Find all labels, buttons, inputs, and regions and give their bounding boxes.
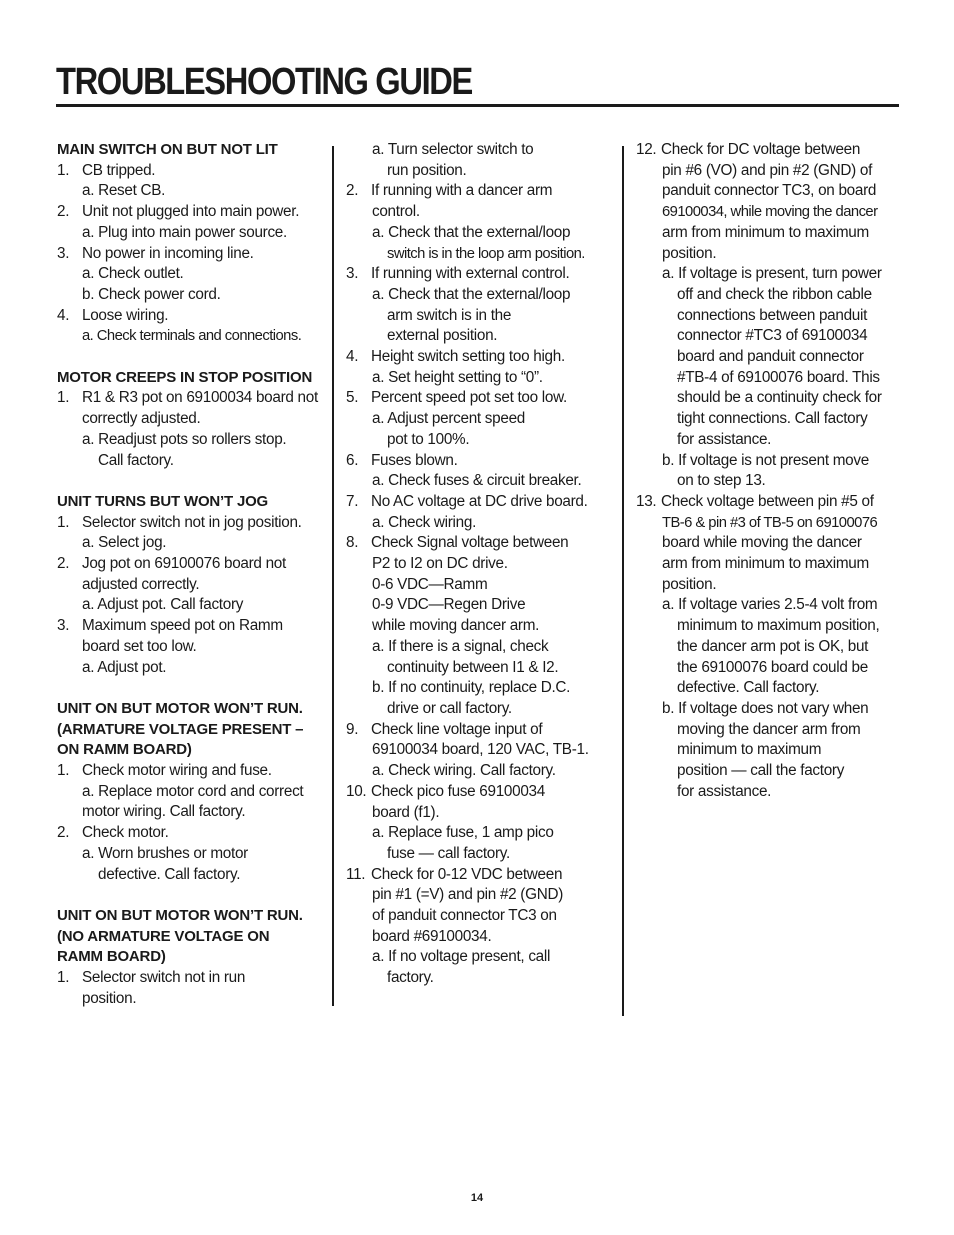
sub-item: a. Check that the external/loop — [372, 285, 571, 303]
item-number: 1. — [57, 389, 70, 407]
sub-item: a. Replace fuse, 1 amp pico — [372, 824, 554, 842]
list-item — [346, 782, 612, 803]
sub-item-continuation: minimum to maximum — [677, 741, 822, 759]
item-text: Loose wiring. — [82, 306, 169, 324]
item-continuation: arm from minimum to maximum — [662, 555, 869, 573]
item-text: Check pico fuse 69100034 — [371, 782, 545, 800]
sub-item-continuation: pot to 100%. — [387, 430, 470, 448]
section-heading: UNIT ON BUT MOTOR WON’T RUN. — [57, 699, 303, 717]
sub-item-continuation: minimum to maximum position, — [677, 617, 880, 635]
item-number: 2. — [57, 555, 70, 573]
title-rule — [56, 104, 899, 107]
item-continuation: 69100034, while moving the dancer — [662, 204, 878, 221]
list-item — [57, 761, 329, 782]
item-continuation: control. — [372, 203, 420, 221]
section-main-switch — [57, 140, 329, 347]
item-text: Check motor. — [82, 824, 169, 842]
list-item — [346, 533, 612, 554]
sub-item: a. Replace motor cord and correct — [82, 782, 304, 800]
sub-item: b. If voltage does not vary when — [662, 699, 869, 717]
sub-item: b. Check power cord. — [82, 285, 221, 303]
sub-item-continuation: #TB-4 of 69100076 board. This — [677, 368, 880, 386]
item-continuation: adjusted correctly. — [82, 575, 200, 593]
item-text: R1 & R3 pot on 69100034 board not — [82, 389, 318, 407]
sub-item: a. Adjust pot. Call factory — [82, 596, 244, 614]
item-continuation: position. — [662, 575, 717, 593]
sub-item: a. Check wiring. — [372, 513, 477, 531]
item-number: 7. — [346, 492, 359, 510]
item-continuation: 0-9 VDC—Regen Drive — [372, 596, 526, 614]
sub-item: a. If there is a signal, check — [372, 637, 549, 655]
sub-item-continuation: connections between panduit — [677, 306, 868, 324]
list-item — [57, 968, 329, 989]
list-item — [346, 347, 612, 368]
sub-item-continuation: defective. Call factory. — [677, 679, 820, 697]
sub-item-continuation: Call factory. — [98, 451, 174, 469]
sub-item: b. If no continuity, replace D.C. — [372, 679, 571, 697]
item-number: 1. — [57, 969, 70, 987]
sub-item-continuation: defective. Call factory. — [98, 865, 241, 883]
list-item — [346, 451, 612, 472]
item-number: 5. — [346, 389, 359, 407]
item-continuation: board while moving the dancer — [662, 534, 862, 552]
item-continuation: correctly adjusted. — [82, 410, 201, 428]
sub-item: a. Check outlet. — [82, 265, 184, 283]
sub-item-continuation: factory. — [387, 969, 434, 987]
item-number: 2. — [57, 824, 70, 842]
item-number: 4. — [57, 306, 70, 324]
sub-item-continuation: external position. — [387, 327, 498, 345]
section-motor-creeps — [57, 368, 329, 472]
section-unit-wont-jog — [57, 492, 329, 678]
section-heading: UNIT TURNS BUT WON’T JOG — [57, 492, 269, 510]
sub-item-continuation: the dancer arm pot is OK, but — [677, 637, 869, 655]
column-2 — [346, 140, 612, 989]
item-text: Check for DC voltage between — [661, 141, 861, 158]
list-item — [346, 264, 612, 285]
item-continuation: while moving dancer arm. — [372, 617, 540, 635]
section-heading: UNIT ON BUT MOTOR WON’T RUN. — [57, 906, 303, 924]
list-item — [346, 388, 612, 409]
list-item — [346, 720, 612, 741]
sub-item-continuation: run position. — [387, 161, 467, 179]
item-continuation: of panduit connector TC3 on — [372, 907, 557, 925]
item-continuation: board #69100034. — [372, 927, 492, 945]
item-number: 8. — [346, 534, 359, 552]
item-text: Check Signal voltage between — [371, 534, 569, 552]
item-number: 2. — [346, 182, 359, 200]
item-text: Maximum speed pot on Ramm — [82, 617, 283, 635]
sub-item-continuation: drive or call factory. — [387, 699, 512, 717]
list-item — [636, 492, 900, 513]
item-text: Check motor wiring and fuse. — [82, 762, 272, 780]
item-continuation: TB-6 & pin #3 of TB-5 on 69100076 — [662, 514, 878, 531]
list-item — [57, 616, 329, 637]
page-number: 14 — [470, 1192, 484, 1204]
list-item — [346, 181, 612, 202]
item-number: 2. — [57, 203, 70, 221]
column-3 — [636, 140, 900, 803]
sub-item-continuation: tight connections. Call factory — [677, 410, 868, 428]
item-text: No power in incoming line. — [82, 244, 254, 262]
item-number: 3. — [346, 265, 359, 283]
item-continuation: position. — [82, 989, 137, 1007]
sub-item-continuation: switch is in the loop arm position. — [387, 245, 585, 262]
item-text: Check line voltage input of — [371, 720, 543, 738]
sub-item-continuation: moving the dancer arm from — [677, 720, 861, 738]
column-divider — [332, 146, 334, 1006]
item-text: CB tripped. — [82, 161, 156, 179]
section-heading: MAIN SWITCH ON BUT NOT LIT — [57, 141, 278, 158]
sub-item-continuation: for assistance. — [677, 782, 772, 800]
item-number: 3. — [57, 244, 70, 262]
list-item — [57, 823, 329, 844]
sub-item-continuation: the 69100076 board could be — [677, 658, 868, 676]
sub-item: a. If no voltage present, call — [372, 948, 551, 966]
sub-item-continuation: arm switch is in the — [387, 306, 512, 324]
sub-item: a. Check that the external/loop — [372, 223, 571, 241]
item-number: 1. — [57, 762, 70, 780]
list-item — [57, 513, 329, 534]
sub-item-continuation: connector #TC3 of 69100034 — [677, 327, 868, 345]
item-text: Jog pot on 69100076 board not — [82, 555, 286, 573]
item-continuation: pin #1 (=V) and pin #2 (GND) — [372, 886, 563, 904]
sub-item-continuation: for assistance. — [677, 430, 772, 448]
item-continuation: arm from minimum to maximum — [662, 223, 869, 241]
item-continuation: 0-6 VDC—Ramm — [372, 575, 488, 593]
sub-item-continuation: board and panduit connector — [677, 348, 864, 366]
section-heading: ON RAMM BOARD) — [57, 741, 192, 759]
list-item — [57, 244, 329, 265]
section-heading: RAMM BOARD) — [57, 948, 166, 966]
item-number: 1. — [57, 161, 70, 179]
section-motor-wont-run-no-armature — [57, 906, 329, 1010]
sub-item: a. Readjust pots so rollers stop. — [82, 430, 287, 448]
sub-item-continuation: fuse — call factory. — [387, 844, 510, 862]
list-item — [57, 161, 329, 182]
sub-item: a. Check wiring. Call factory. — [372, 762, 556, 780]
item-continuation: panduit connector TC3, on board — [662, 182, 877, 200]
sub-item: a. Check fuses & circuit breaker. — [372, 472, 582, 490]
item-continuation: 69100034 board, 120 VAC, TB-1. — [372, 741, 589, 759]
sub-item-continuation: motor wiring. Call factory. — [82, 803, 246, 821]
sub-item-continuation: should be a continuity check for — [677, 389, 882, 407]
section-heading: (NO ARMATURE VOLTAGE ON — [57, 927, 270, 945]
sub-item: a. Plug into main power source. — [82, 223, 287, 241]
item-text: Selector switch not in jog position. — [82, 513, 302, 531]
sub-item: a. Reset CB. — [82, 182, 166, 200]
section-heading: MOTOR CREEPS IN STOP POSITION — [57, 368, 313, 386]
item-text: Selector switch not in run — [82, 969, 246, 987]
list-item — [346, 492, 612, 513]
item-number: 13. — [636, 492, 657, 510]
item-number: 10. — [346, 782, 367, 800]
column-1 — [57, 140, 329, 1030]
sub-item: a. Check terminals and connections. — [82, 328, 302, 345]
item-text: If running with a dancer arm — [371, 182, 553, 200]
sub-item: a. Turn selector switch to — [372, 141, 534, 158]
column-divider — [622, 146, 624, 1016]
item-text: Percent speed pot set too low. — [371, 389, 567, 407]
item-continuation: position. — [662, 244, 717, 262]
list-item — [346, 865, 612, 886]
sub-item-continuation: off and check the ribbon cable — [677, 285, 872, 303]
section-heading: (ARMATURE VOLTAGE PRESENT – — [57, 720, 304, 738]
sub-item: a. Adjust pot. — [82, 658, 167, 676]
sub-item: a. If voltage varies 2.5-4 volt from — [662, 596, 878, 614]
list-item — [57, 306, 329, 327]
page-title: TROUBLESHOOTING GUIDE — [56, 61, 472, 103]
sub-item: a. If voltage is present, turn power — [662, 265, 882, 283]
item-text: No AC voltage at DC drive board. — [371, 492, 588, 510]
item-number: 9. — [346, 720, 359, 738]
item-number: 11. — [346, 865, 366, 883]
item-text: Check for 0-12 VDC between — [371, 865, 563, 883]
sub-item: a. Set height setting to “0”. — [372, 368, 543, 386]
sub-item-continuation: on to step 13. — [677, 472, 766, 490]
item-number: 4. — [346, 348, 359, 366]
item-number: 12. — [636, 141, 657, 158]
item-text: Unit not plugged into main power. — [82, 203, 300, 221]
section-motor-wont-run-armature-present — [57, 699, 329, 885]
list-item — [636, 140, 900, 161]
item-text: Height switch setting too high. — [371, 348, 565, 366]
sub-item: b. If voltage is not present move — [662, 451, 869, 469]
sub-item-continuation: position — call the factory — [677, 762, 845, 780]
item-number: 3. — [57, 617, 70, 635]
item-text: Fuses blown. — [371, 451, 458, 469]
item-text: Check voltage between pin #5 of — [661, 492, 874, 510]
list-item — [57, 554, 329, 575]
item-continuation: board (f1). — [372, 803, 440, 821]
item-text: If running with external control. — [371, 265, 570, 283]
item-number: 1. — [57, 513, 70, 531]
item-continuation: pin #6 (VO) and pin #2 (GND) of — [662, 161, 873, 179]
sub-item: a. Worn brushes or motor — [82, 844, 248, 862]
sub-item: a. Adjust percent speed — [372, 410, 525, 428]
sub-item-continuation: continuity between I1 & I2. — [387, 658, 559, 676]
item-continuation: P2 to I2 on DC drive. — [372, 555, 508, 573]
list-item — [57, 388, 329, 409]
sub-item: a. Select jog. — [82, 534, 167, 552]
item-number: 6. — [346, 451, 359, 469]
item-continuation: board set too low. — [82, 637, 197, 655]
list-item — [57, 202, 329, 223]
